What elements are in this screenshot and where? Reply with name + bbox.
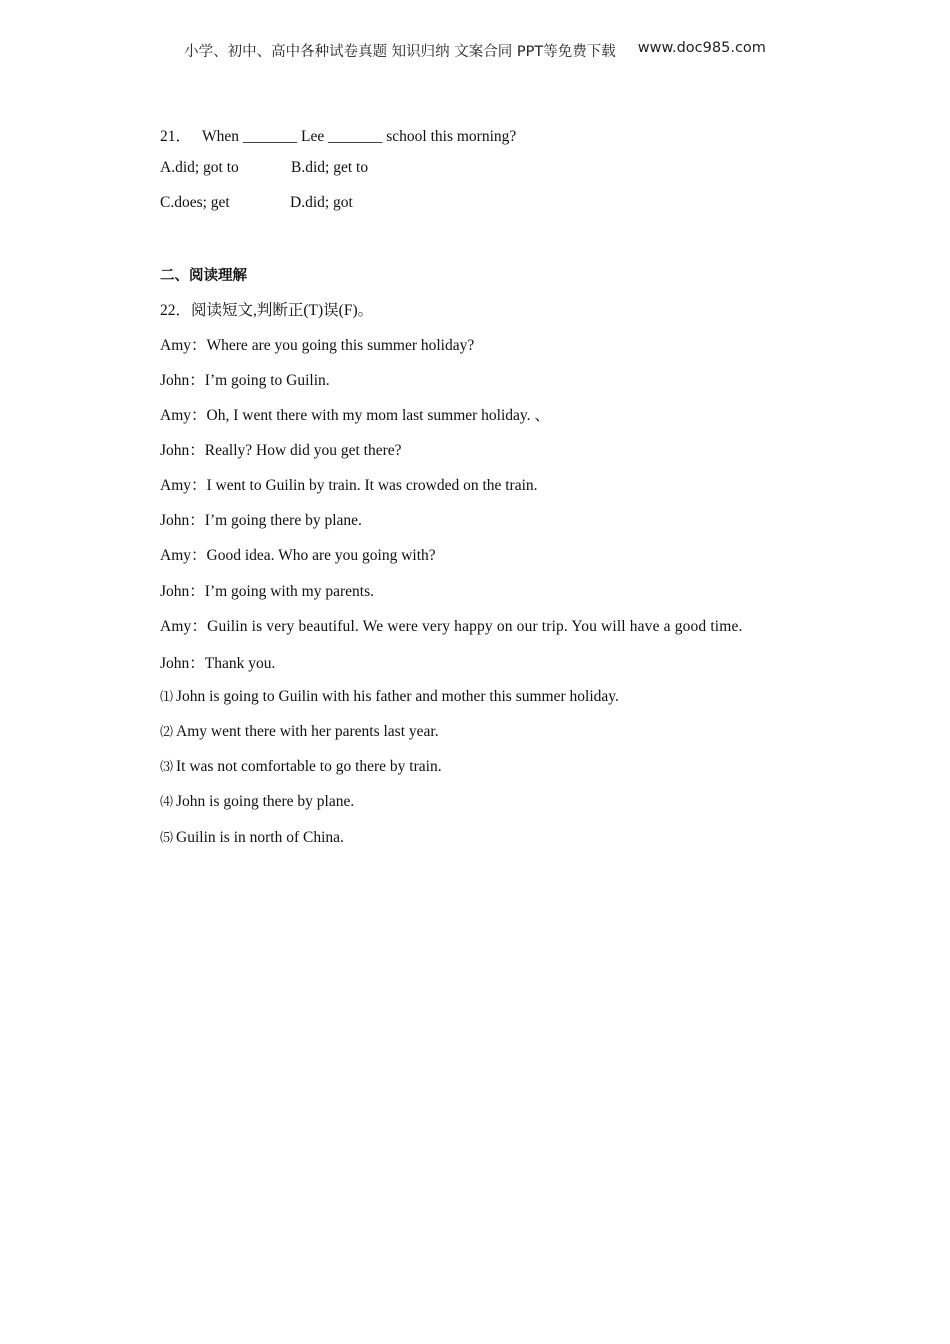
statement-item xyxy=(160,791,354,811)
question-21 xyxy=(160,124,516,146)
statement-number: ⑴ xyxy=(160,689,174,704)
dialogue-line xyxy=(160,403,550,425)
dialogue-line xyxy=(160,651,275,673)
dialogue-text: Oh, I went there with my mom last summer holiday. 、 xyxy=(206,407,550,424)
question-22-instruction: 22．阅读短文,判断正(T)误(F)。 xyxy=(160,302,374,319)
statement-text: John is going to Guilin with his father and mother this summer holiday. xyxy=(176,688,619,705)
options-row-2 xyxy=(160,194,353,212)
statement-text: Guilin is in north of China. xyxy=(176,829,344,846)
option-a: A.did; got to xyxy=(160,159,239,176)
dialogue-text: I’m going with my parents. xyxy=(204,583,374,600)
dialogue-text: Really? How did you get there? xyxy=(204,442,402,459)
speaker-name: John： xyxy=(160,512,205,529)
statement-number: ⑷ xyxy=(160,794,174,809)
header-website: www.doc985.com xyxy=(637,40,766,56)
statement-number: ⑸ xyxy=(160,830,174,845)
options-row-1 xyxy=(160,159,368,177)
speaker-name: John： xyxy=(160,442,205,459)
statement-text: Amy went there with her parents last year. xyxy=(176,723,439,740)
question-text: When _______ Lee _______ school this morning? xyxy=(202,128,517,145)
dialogue-line xyxy=(160,579,374,601)
question-number: 21． xyxy=(160,128,192,145)
statement-item xyxy=(160,721,439,741)
dialogue-text: I’m going there by plane. xyxy=(204,512,362,529)
speaker-name: Amy： xyxy=(160,618,208,635)
statement-text: It was not comfortable to go there by train. xyxy=(176,758,442,775)
speaker-name: Amy： xyxy=(160,547,207,564)
statement-item xyxy=(160,756,442,776)
dialogue-text: Good idea. Who are you going with? xyxy=(206,547,436,564)
dialogue-text: Thank you. xyxy=(204,655,276,672)
page-header xyxy=(0,40,950,61)
dialogue-text: Guilin is very beautiful. We were very happy on our trip. You will have a good time. xyxy=(207,618,743,635)
header-promo-text: 小学、初中、高中各种试卷真题 知识归纳 文案合同 PPT等免费下载 xyxy=(184,44,616,60)
dialogue-line xyxy=(160,473,538,495)
dialogue-line xyxy=(160,333,474,355)
dialogue-text: Where are you going this summer holiday? xyxy=(206,337,475,354)
dialogue-line xyxy=(160,368,330,390)
speaker-name: Amy： xyxy=(160,337,207,354)
dialogue-line xyxy=(160,508,362,530)
dialogue-line xyxy=(160,543,436,565)
speaker-name: John： xyxy=(160,372,205,389)
speaker-name: John： xyxy=(160,583,205,600)
dialogue-text: I’m going to Guilin. xyxy=(204,372,330,389)
option-b: B.did; get to xyxy=(291,159,369,176)
statement-text: John is going there by plane. xyxy=(176,793,355,810)
statement-number: ⑵ xyxy=(160,724,174,739)
section-title: 二、阅读理解 xyxy=(160,268,247,284)
statement-item xyxy=(160,827,344,847)
statement-item xyxy=(160,686,619,706)
speaker-name: Amy： xyxy=(160,407,207,424)
dialogue-text: I went to Guilin by train. It was crowded on the train. xyxy=(206,477,538,494)
speaker-name: John： xyxy=(160,655,205,672)
dialogue-line xyxy=(160,438,402,460)
dialogue-line xyxy=(160,614,743,636)
option-d: D.did; got xyxy=(290,194,353,211)
option-c: C.does; get xyxy=(160,194,230,211)
statement-number: ⑶ xyxy=(160,759,174,774)
speaker-name: Amy： xyxy=(160,477,207,494)
